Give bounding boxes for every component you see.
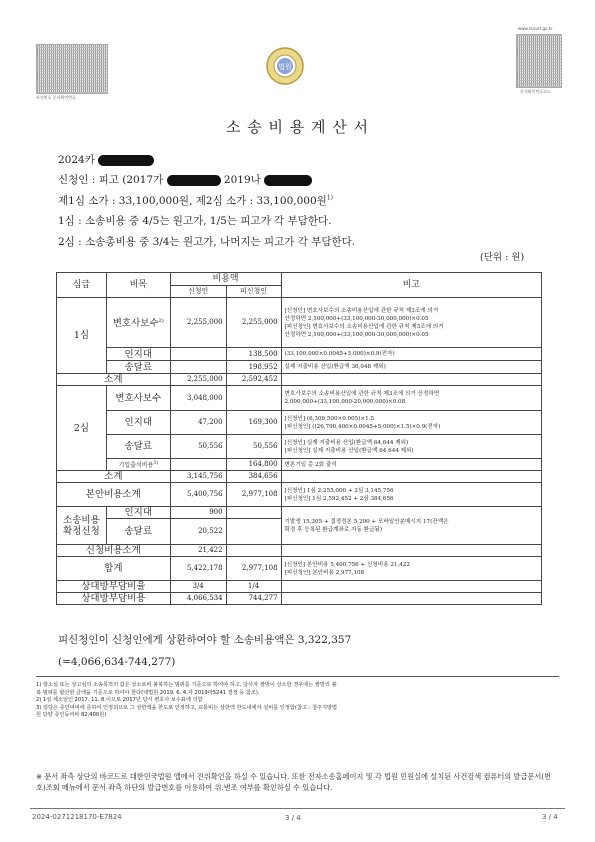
document-number: 2024-0271218170-E7824 (32, 813, 122, 821)
cell-value: 2,255,000 (226, 298, 281, 348)
cell-value: 384,656 (226, 471, 281, 483)
result-line: 피신청인이 신청인에게 상환하여야 할 소송비용액은 3,322,357 (58, 634, 352, 646)
cell-note: [신청인] 1심 2,255,000 + 2심 3,145,756 [피신청인] 1심 2,592,452 + 2심 384,656 (281, 483, 541, 507)
row-label: 소계 (57, 374, 171, 386)
header-applicant: 신청인 (170, 286, 226, 298)
footer-divider (30, 808, 565, 809)
row-label: 송달료 (106, 361, 170, 374)
row-label: 인지대 (106, 411, 170, 435)
cell-note: [신청인] (6,309,500×0.005)×1.5 [피신청인] ((26,790,400×0.0045+5,000)×1.5)×0.9(전자) (281, 411, 541, 435)
scourt-url: www.scourt.go.kr (518, 26, 553, 31)
table-header-row (57, 273, 542, 286)
header-level: 심급 (57, 273, 107, 298)
cell-note: 실제 지출비용 산입(환급액 36,048 제외) (281, 361, 541, 374)
cell-note: [신청인] 실제 지출비용 산입(환급액 64,644 제외) [피신청인] 실제 지출비용 산입(환급액 64,644 제외) (281, 435, 541, 459)
footnote-2: 2) 1심 제소일인 2017. 11. 8.이므로 2017년 당시 변호사 보수표에 의함 (36, 697, 203, 703)
row-label: 변호사보수 (106, 386, 170, 411)
row-label: 소계 (57, 471, 171, 483)
cell-value: 2,592,452 (226, 374, 281, 386)
footnotes (36, 682, 556, 720)
court-seal-icon (265, 46, 305, 88)
cell-value (226, 386, 281, 411)
authenticity-notice: ※ 문서 좌측 상단의 바코드로 대한민국법원 앱에서 진위확인을 하실 수 있습니다. 또한 전자소송홈페이지 및 각 법원 민원실에 설치된 사건검색 컴퓨터의 발급문서(번호)조회 메뉴에서 문서 좌측 하단의 발급번호를 이용하여 위.변조 여부를 확인하실 수 있습니다. (36, 772, 552, 792)
burden-line-2: 2심 : 소송총비용 중 3/4는 원고가, 나머지는 피고가 각 부담한다. (58, 236, 356, 248)
page-number-center: 3 / 4 (285, 814, 301, 822)
footnote-divider (36, 676, 559, 677)
table-row (57, 483, 542, 507)
header-remarks: 비고 (281, 273, 541, 298)
cell-value: 2,977,108 (226, 557, 281, 581)
cell-value: 2,977,108 (226, 483, 281, 507)
cell-value: 47,200 (170, 411, 226, 435)
footnote-1: 1) 항소심 또는 상고심의 소송목적의 값은 상소로써 불복하는 범위를 기준으로 하여야 하고, 당사자 쌍방이 상소한 경우에는 쌍방의 불 복 범위를 합산한 금액을 기준으로 하여야 한다(대법원 2019. 6. 4.자 2019마5241 결정 등 참조). (36, 682, 337, 696)
cell-note: (33,100,000×0.0045+5,000)×0.9(전자) (281, 348, 541, 361)
cell-value: 744,277 (226, 593, 281, 605)
cell-note: 기발생 15,305 + 결정정본 5,200 + 모바일안분메시지 17(잔액은 확정 후 등록된 환급계좌로 자동 환급됨) (281, 507, 541, 545)
result-formula: (=4,066,634-744,277) (58, 656, 176, 668)
cell-value: 1/4 (226, 581, 281, 593)
cell-note: [신청인] 본안비용 5,400,756 + 신청비용 21,422 [피신청인] 본안비용 2,977,108 (281, 557, 541, 581)
burden-line-1: 1심 : 소송비용 중 4/5는 원고가, 1/5는 피고가 각 부담한다. (58, 215, 332, 227)
page-number-right: 3 / 4 (542, 813, 558, 821)
row-label: 인지대 (106, 507, 170, 519)
cell-value: 900 (170, 507, 226, 519)
cell-value: 2,255,000 (170, 374, 226, 386)
cell-value: 20,522 (170, 519, 226, 545)
table-row (57, 581, 542, 593)
qr-right-caption: 문서확인번호코드 (520, 89, 551, 94)
table-row (57, 411, 542, 435)
row-label: 본안비용소계 (57, 483, 171, 507)
row-label: 소송비용 확정신청 (57, 507, 107, 545)
row-label: 송달료 (106, 435, 170, 459)
row-label: 합계 (57, 557, 171, 581)
footnote-3: 3) 일당은 증인여비에 준하여 인정되므로 그 상한액을 한도로 인정하고, 교통비는 상한액 한도내에서 실비를 인정함(참고 : 청주지방법 원 당양 증인등여비 82,400원) (36, 704, 338, 718)
cell-note: 변론기일 총 2회 출석 (281, 459, 541, 471)
table-row (57, 435, 542, 459)
row-label: 변호사보수$^{2)}$ (106, 298, 170, 348)
header-item: 비목 (106, 273, 170, 298)
header-respondent: 피신청인 (226, 286, 281, 298)
cell-value (170, 459, 226, 471)
table-row (57, 459, 542, 471)
header-amount: 비용액 (170, 273, 281, 286)
cell-value: 50,556 (226, 435, 281, 459)
table-row (57, 471, 542, 483)
cell-value: 138,500 (226, 348, 281, 361)
claim-amount-line: 제1심 소가 : 33,100,000원, 제2심 소가 : 33,100,000원$^{1)}$ (58, 194, 333, 207)
table-row (57, 374, 542, 386)
redaction-block (98, 155, 154, 166)
case-number: 2024카 (58, 154, 95, 166)
seal-text: 법원 (278, 63, 292, 71)
cell-value: 2,255,000 (170, 298, 226, 348)
barcode-left-caption: 사건번호 문서확인번호 (36, 95, 76, 100)
redaction-block (167, 175, 221, 186)
table-row (57, 348, 542, 361)
unit-label: (단위 : 원) (480, 252, 525, 263)
qr-code-right (516, 34, 562, 88)
cell-value: 3,145,756 (170, 471, 226, 483)
level-2: 2심 (57, 386, 107, 471)
parties-line: 신청인 : 피고 (2017가 2019나 (58, 172, 312, 187)
cell-note: [신청인] 변호사보수의 소송비용산입에 관한 규칙 제3조에 의거 산정하면 2,100,000+(33,100,000-30,000,000)×0.05 [피신청인] 변호사보수의 소송비용산입에 관한 규칙 제3조에 의거 산정하면 2,100,000+(33,100,000-30,000,000)×0.05 (281, 298, 541, 348)
table-row (57, 298, 542, 348)
document-title: 소 송 비 용 계 산 서 (225, 118, 370, 136)
cell-value: 198,952 (226, 361, 281, 374)
cell-value: 5,422,178 (170, 557, 226, 581)
cell-value: 164,800 (226, 459, 281, 471)
cell-value: 4,066,534 (170, 593, 226, 605)
cell-value: 169,300 (226, 411, 281, 435)
table-row (57, 545, 542, 557)
row-label: 상대방부담비용 (57, 593, 171, 605)
table-row (57, 557, 542, 581)
table-row (57, 386, 542, 411)
cost-table (56, 272, 542, 605)
row-label: 기일출석비용$^{3)}$ (106, 459, 170, 471)
table-row (57, 361, 542, 374)
row-label: 상대방부담비율 (57, 581, 171, 593)
cell-value: 5,400,756 (170, 483, 226, 507)
cell-value: 3,048,000 (170, 386, 226, 411)
cell-value: 3/4 (170, 581, 226, 593)
cell-value: 21,422 (170, 545, 226, 557)
table-row (57, 593, 542, 605)
redaction-block (264, 175, 312, 186)
row-label: 신청비용소계 (57, 545, 171, 557)
table-row (57, 507, 542, 519)
cell-value (170, 361, 226, 374)
cell-value (170, 348, 226, 361)
level-1: 1심 (57, 298, 107, 374)
row-label: 송달료 (106, 519, 170, 545)
row-label: 인지대 (106, 348, 170, 361)
case-number-line (58, 152, 154, 167)
cell-note: 변호사보수의 소송비용산입에 관한 규칙 제3조에 의거 산정하면 2,000,000+(33,100,000-20,000,000)×0.08 (281, 386, 541, 411)
barcode-left (36, 44, 108, 94)
cell-value: 50,556 (170, 435, 226, 459)
